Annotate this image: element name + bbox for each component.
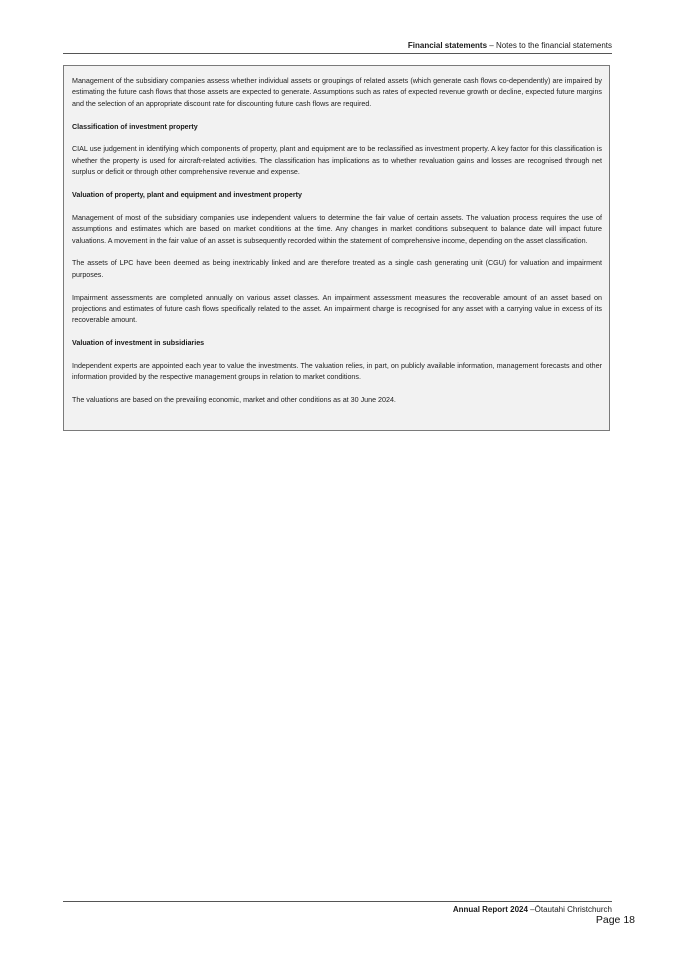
note-panel: [63, 65, 610, 431]
header-subsection-title: Notes to the financial statements: [495, 41, 612, 50]
classification-paragraph: CIAL use judgement in identifying which components of property, plant and equipment are to be reclassified as investment property. A key factor for this classification is whether the property is used for aircraft-related activities. The classification has implications as to whether revaluation gains and losses are recognised through net surplus or deficit or through other comprehensive revenue and expense.: [72, 145, 602, 177]
header-separator: –: [487, 41, 496, 50]
page-number: Page 18: [595, 914, 635, 926]
footer-organisation: Ōtautahi Christchurch: [534, 905, 612, 914]
classification-heading: Classification of investment property: [72, 122, 198, 131]
valuation-ppe-heading: Valuation of property, plant and equipment and investment property: [72, 191, 302, 200]
page-header: [63, 41, 612, 51]
valuation-ppe-paragraph-1: Management of most of the subsidiary companies use independent valuers to determine the fair value of certain assets. The valuation process requires the use of assumptions and estimates which are based on market conditions at the time. Any changes in market conditions subsequent to balance date will impact future valuations. A movement in the fair value of an asset is subsequently recorded within the statement of comprehensive income, depending on the asset classification.: [72, 213, 602, 245]
valuation-subsidiaries-heading: Valuation of investment in subsidiaries: [72, 339, 205, 348]
valuation-ppe-paragraph-3: Impairment assessments are completed annually on various asset classes. An impairment assessment measures the recoverable amount of an asset based on projections and estimates of future cash flows specifically related to the asset. An impairment charge is recognised for any asset with a carrying value in excess of its recoverable amount.: [72, 293, 602, 325]
valuation-subsidiaries-paragraph-2: The valuations are based on the prevailing economic, market and other conditions as at 30 June 2024.: [72, 396, 396, 405]
impairment-intro-paragraph: Management of the subsidiary companies assess whether individual assets or groupings of related assets (which generate cash flows co-dependently) are impaired by estimating the future cash flows that those assets are expected to generate. Assumptions such as rates of expected revenue growth or decline, expected future margins and the selection of an appropriate discount rate for discounting future cash flows are required.: [72, 77, 602, 108]
footer-divider: [63, 901, 612, 902]
footer-separator: –: [527, 905, 535, 914]
valuation-ppe-paragraph-2: The assets of LPC have been deemed as being inextricably linked and are therefore treated as a single cash generating unit (CGU) for valuation and impairment purposes.: [72, 259, 602, 279]
header-section-title: Financial statements: [407, 41, 488, 50]
footer-report-title: Annual Report 2024: [452, 905, 528, 914]
valuation-subsidiaries-paragraph-1: Independent experts are appointed each year to value the investments. The valuation relies, in part, on publicly available information, management forecasts and other information provided by the respective management groups in relation to market conditions.: [72, 362, 602, 382]
header-divider: [63, 53, 612, 54]
